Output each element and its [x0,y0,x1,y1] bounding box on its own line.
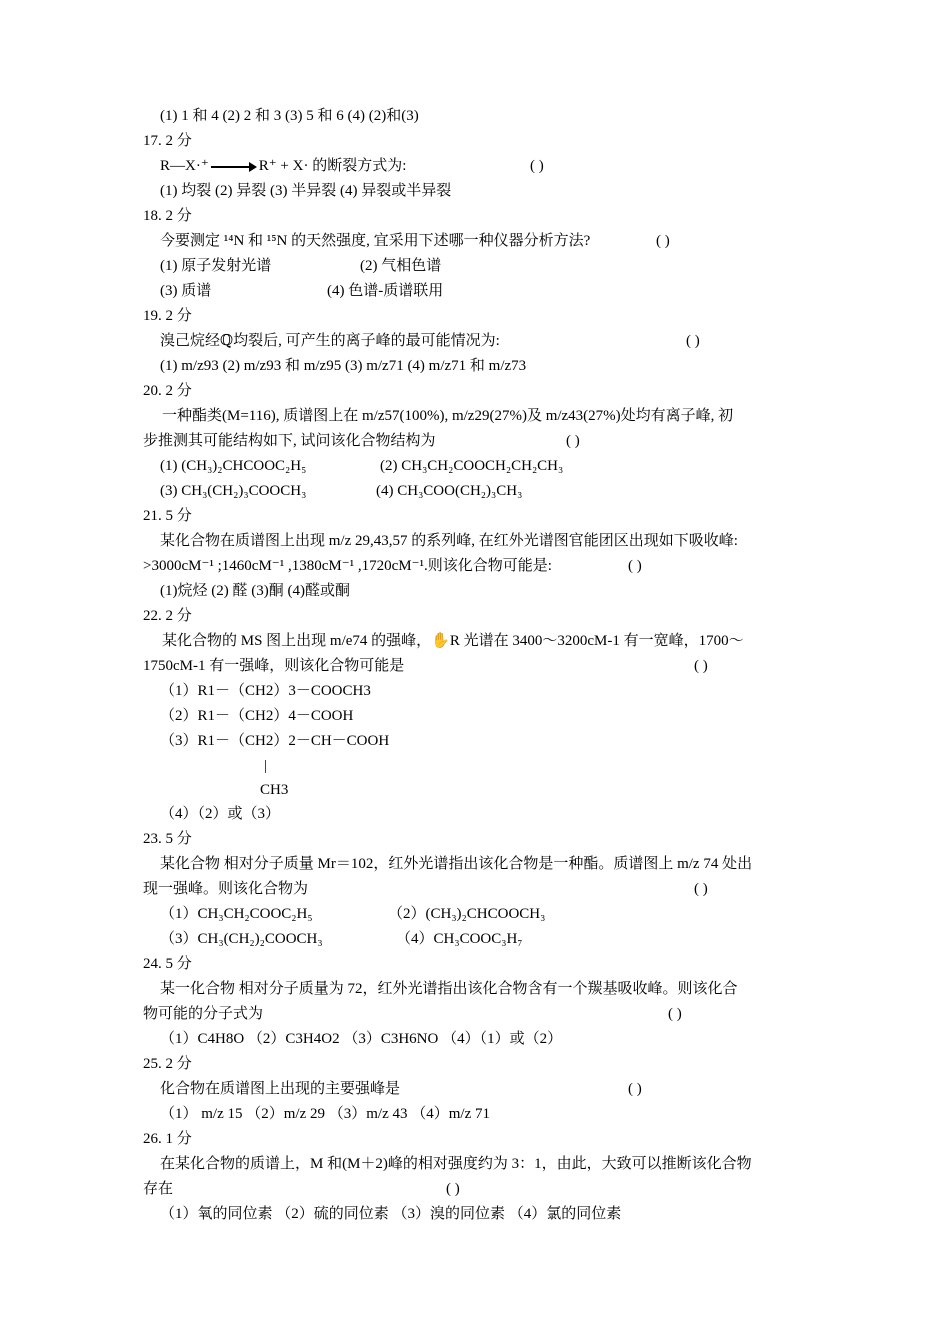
q21-stem-1: 某化合物在质谱图上出现 m/z 29,43,57 的系列峰, 在红外光谱图官能团区出现如下吸收峰: [160,533,738,549]
q25-options: （1） m/z 15 （2）m/z 29 （3）m/z 43 （4）m/z 71 [160,1106,490,1122]
q18-header: 18. 2 分 [143,208,192,224]
reaction-arrow-icon [211,162,257,172]
q23-header: 23. 5 分 [143,831,192,847]
q18-option-3: (3) 质谱 [160,283,212,299]
q22-option-1: （1）R1－（CH2）3－COOCH3 [160,683,371,699]
q22-stem-1: 某化合物的 MS 图上出现 m/e74 的强峰，✋R 光谱在 3400～3200cM-1 有一宽峰，1700～ [162,633,744,649]
q19-blank: ( ) [686,333,700,349]
q17-eq-right: R⁺ + X· 的断裂方式为: [258,158,407,174]
q22-header: 22. 2 分 [143,608,192,624]
q23-option-3: （3）CH₃(CH₂)₂COOCH₃ [160,931,323,947]
q20-blank: ( ) [566,433,580,449]
q20-header: 20. 2 分 [143,383,192,399]
q20-option-2: (2) CH₃CH₂COOCH₂CH₂CH₃ [380,458,564,474]
q20-option-4: (4) CH₃COO(CH₂)₃CH₃ [376,483,523,499]
q25-header: 25. 2 分 [143,1056,192,1072]
q24-header: 24. 5 分 [143,956,192,972]
q24-stem-1: 某一化合物 相对分子质量为 72，红外光谱指出该化合物含有一个羰基吸收峰。则该化合 [160,981,738,997]
q17-blank: ( ) [530,158,544,174]
q17-equation [160,156,406,176]
q26-options: （1）氧的同位素 （2）硫的同位素 （3）溴的同位素 （4）氯的同位素 [160,1206,622,1222]
q22-blank: ( ) [694,658,708,674]
q24-options: （1）C4H8O （2）C3H4O2 （3）C3H6NO （4）（1）或（2） [160,1031,563,1047]
q20-stem-2: 步推测其可能结构如下, 试问该化合物结构为 [143,433,436,449]
q23-blank: ( ) [694,881,708,897]
q20-option-1: (1) (CH₃)₂CHCOOC₂H₅ [160,458,307,474]
q22-option-2: （2）R1－（CH2）4－COOH [160,708,354,724]
q22-stem-2: 1750cM-1 有一强峰，则该化合物可能是 [143,658,405,674]
q22-option-3: （3）R1－（CH2）2－CH－COOH [160,733,390,749]
q18-option-4: (4) 色谱-质谱联用 [327,283,444,299]
q18-stem: 今要测定 ¹⁴N 和 ¹⁵N 的天然强度, 宜采用下述哪一种仪器分析方法? [160,233,591,249]
q20-stem-1: 一种酯类(M=116), 质谱图上在 m/z57(100%), m/z29(27%)及 m/z43(27%)处均有离子峰, 初 [162,408,734,424]
q21-blank: ( ) [628,558,642,574]
q21-options: (1)烷烃 (2) 醛 (3)酮 (4)醛或酮 [160,583,350,599]
q22-branch-group: CH3 [260,782,289,798]
q18-option-1: (1) 原子发射光谱 [160,258,272,274]
q22-branch-bond: | [264,758,268,774]
q21-header: 21. 5 分 [143,508,192,524]
q25-stem: 化合物在质谱图上出现的主要强峰是 [160,1081,401,1097]
q23-option-2: （2）(CH₃)₂CHCOOCH₃ [388,906,546,922]
q26-stem-1: 在某化合物的质谱上，M 和(M＋2)峰的相对强度约为 3：1，由此，大致可以推断该化合物 [160,1156,752,1172]
q19-header: 19. 2 分 [143,308,192,324]
q19-options: (1) m/z93 (2) m/z93 和 m/z95 (3) m/z71 (4) m/z71 和 m/z73 [160,358,527,374]
q26-stem-2: 存在 [143,1181,174,1197]
q18-blank: ( ) [656,233,670,249]
q17-options: (1) 均裂 (2) 异裂 (3) 半异裂 (4) 异裂或半异裂 [160,183,452,199]
q22-option-4: （4）（2）或（3） [160,806,281,822]
q23-stem-1: 某化合物 相对分子质量 Mr＝102，红外光谱指出该化合物是一种酯。质谱图上 m/z 74 处出 [160,856,753,872]
q23-option-4: （4）CH₃COOC₃H₇ [396,931,523,947]
q26-header: 26. 1 分 [143,1131,192,1147]
q26-blank: ( ) [446,1181,460,1197]
q23-stem-2: 现一强峰。则该化合物为 [143,881,309,897]
q17-header: 17. 2 分 [143,133,192,149]
q23-option-1: （1）CH₃CH₂COOC₂H₅ [160,906,313,922]
q17-eq-left: R—X·⁺ [160,158,209,174]
q24-stem-2: 物可能的分子式为 [143,1006,264,1022]
q24-blank: ( ) [668,1006,682,1022]
q21-stem-2: >3000cM⁻¹ ;1460cM⁻¹ ,1380cM⁻¹ ,1720cM⁻¹.则该化合物可能是: [143,558,552,574]
q20-option-3: (3) CH₃(CH₂)₃COOCH₃ [160,483,307,499]
q19-stem: 溴己烷经ℚ均裂后, 可产生的离子峰的最可能情况为: [160,333,500,349]
q25-blank: ( ) [628,1081,642,1097]
q16-options: (1) 1 和 4 (2) 2 和 3 (3) 5 和 6 (4) (2)和(3) [160,108,419,124]
q18-option-2: (2) 气相色谱 [360,258,442,274]
